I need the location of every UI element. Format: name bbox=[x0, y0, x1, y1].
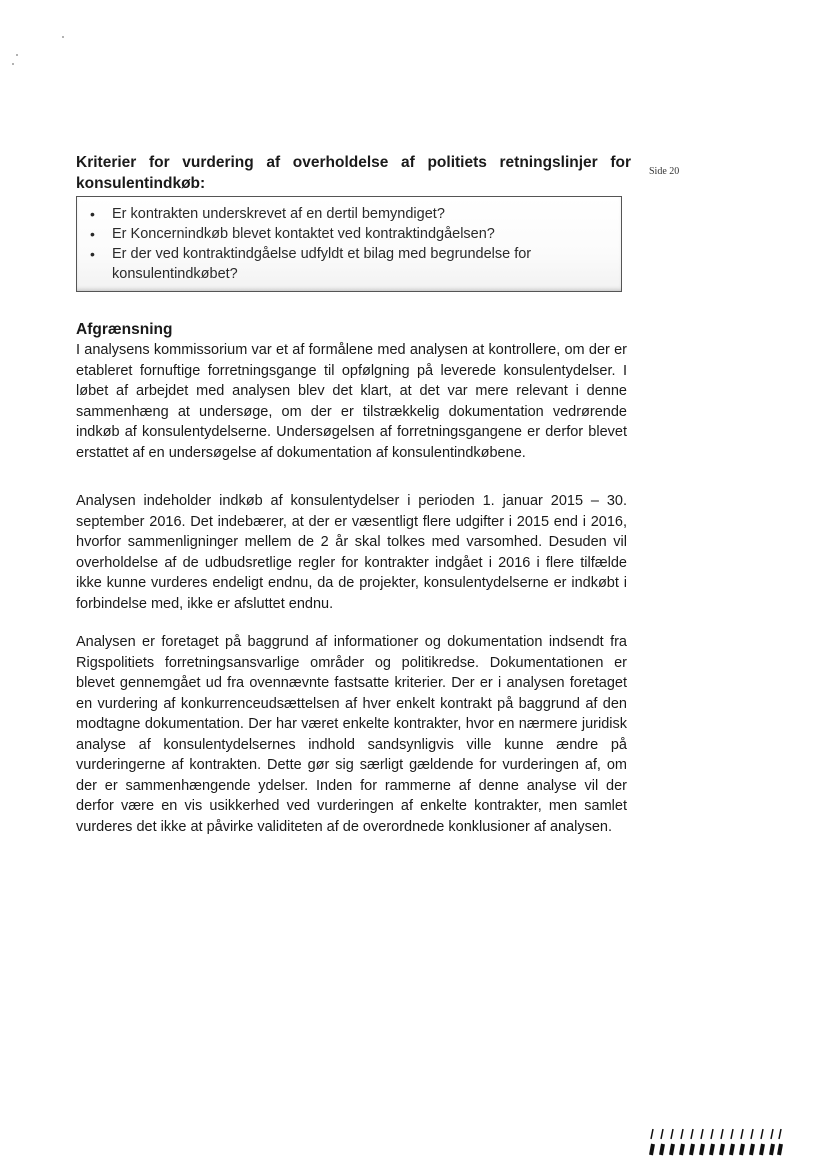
criteria-item bbox=[88, 224, 611, 244]
scanner-stamp-icon bbox=[648, 1127, 783, 1157]
criteria-item bbox=[88, 244, 611, 284]
body-paragraph: Analysen er foretaget på baggrund af informationer og dokumentation indsendt fra Rigspolitiets forretningsansvarlige områder og politikredse. Dokumentationen er blevet gennemgået ud fra ovennævnte fastsatte kriterier. Der er i analysen foretaget en vurdering af konkurrenceudsættelsen af hver enkelt kontrakt på baggrund af den modtagne dokumentation. Der har været enkelte kontrakter, hvor en nærmere juridisk analyse af konsulentydelsernes indhold sandsynligvis ville kunne ændre på vurderingerne af kontrakten. Dette gør sig særligt gældende for vurderingen af, om der er sammenhængende ydelser. Inden for rammerne af denne analyse vil der derfor være en vis usikkerhed ved vurderingen af enkelte kontrakter, men samlet vurderes det ikke at påvirke validiteten af de overordnede konklusioner af analysen. bbox=[76, 634, 627, 835]
bullet-icon: • bbox=[90, 246, 95, 262]
scan-specks bbox=[10, 30, 70, 70]
bullet-icon: • bbox=[90, 206, 95, 222]
section-heading: Afgrænsning bbox=[76, 321, 173, 338]
body-paragraph: I analysens kommissorium var et af formålene med analysen at kontrollere, om der er etableret fornuftige forretningsgange til opfølgning på leverede konsulentydelser. I løbet af arbejdet med analysen blev det klart, at det var mere relevant i denne sammenhæng at undersøge, om der er tilstrækkelig dokumentation vedrørende indkøb af konsulentydelserne. Undersøgelsen af forretningsgangene er derfor blevet erstattet af en undersøgelse af dokumentation af konsulentindkøbene. bbox=[76, 342, 627, 461]
criteria-item bbox=[88, 204, 611, 224]
page-number: Side 20 bbox=[649, 166, 680, 177]
criteria-box bbox=[76, 196, 622, 292]
body-paragraph: Analysen indeholder indkøb af konsulentydelser i perioden 1. januar 2015 – 30. september 2016. Det indebærer, at der er væsentligt flere udgifter i 2015 end i 2016, hvorfor sammenligninger mellem de 2 år skal tolkes med varsomhed. Desuden vil overholdelse af de udbudsretlige regler for kontrakter indgået i 2016 i flere tilfælde ikke kunne vurderes endeligt endnu, da de projekter, konsulentydelserne er indkøbt i forbindelse med, ikke er afsluttet endnu. bbox=[76, 493, 627, 612]
bullet-icon: • bbox=[90, 226, 95, 242]
criteria-item-text: Er Koncernindkøb blevet kontaktet ved kontraktindgåelsen? bbox=[112, 226, 495, 242]
criteria-list bbox=[77, 197, 621, 284]
criteria-heading: Kriterier for vurdering af overholdelse af politiets retningslinjer for konsulentindkøb: bbox=[76, 154, 631, 192]
criteria-item-text: Er der ved kontraktindgåelse udfyldt et bilag med begrundelse for konsulentindkøbet? bbox=[112, 246, 532, 282]
criteria-item-text: Er kontrakten underskrevet af en dertil bemyndiget? bbox=[112, 206, 445, 222]
